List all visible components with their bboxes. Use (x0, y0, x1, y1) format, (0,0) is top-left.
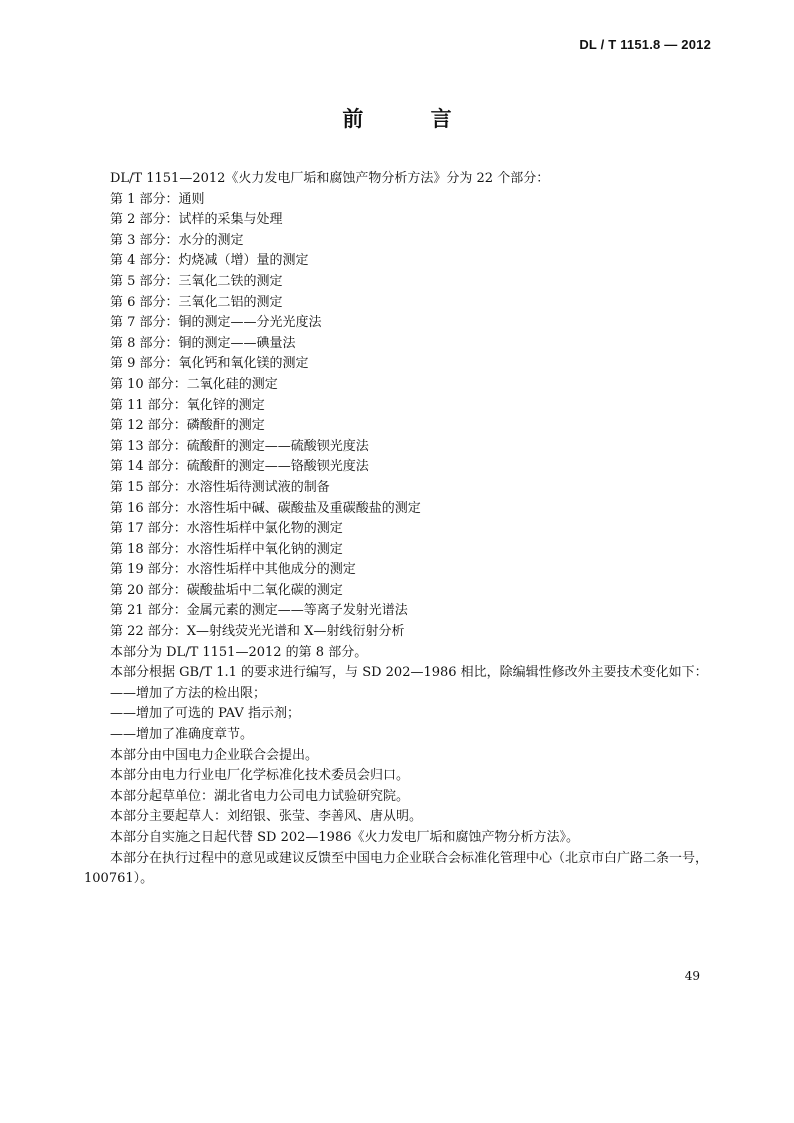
paragraph-line: 本部分为 DL/T 1151—2012 的第 8 部分。 (110, 644, 368, 660)
paragraph-line: 本部分根据 GB/T 1.1 的要求进行编写，与 SD 202—1986 相比，除编辑性修改外主要技术变化如下： (110, 665, 708, 681)
paragraph-line: 本部分自实施之日起代替 SD 202—1986《火力发电厂垢和腐蚀产物分析方法》。 (110, 830, 579, 845)
document-code-header: DL / T 1151.8 — 2012 (579, 37, 711, 52)
change-item: ——增加了可选的 PAV 指示剂； (110, 706, 300, 722)
paragraph-line: 本部分起草单位：湖北省电力公司电力试验研究院。 (110, 788, 410, 804)
part-list-item: 第 3 部分：水分的测定 (110, 232, 244, 248)
paragraph-line: 本部分由中国电力企业联合会提出。 (110, 747, 319, 763)
part-list-item: 第 6 部分：三氧化二铝的测定 (110, 294, 283, 310)
paragraph-line: 本部分由电力行业电厂化学标准化技术委员会归口。 (110, 768, 410, 784)
paragraph-line: DL/T 1151—2012《火力发电厂垢和腐蚀产物分析方法》分为 22 个部分： (110, 171, 550, 186)
part-list-item: 第 1 部分：通则 (110, 191, 205, 207)
part-list-item: 第 12 部分：磷酸酐的测定 (110, 418, 265, 434)
part-list-item: 第 17 部分：水溶性垢样中氯化物的测定 (110, 521, 343, 537)
part-list-item: 第 7 部分：铜的测定——分光光度法 (110, 315, 322, 331)
part-list-item: 第 13 部分：硫酸酐的测定——硫酸钡光度法 (110, 438, 369, 454)
part-list-item: 第 19 部分：水溶性垢样中其他成分的测定 (110, 562, 356, 578)
part-list-item: 第 22 部分：X—射线荧光光谱和 X—射线衍射分析 (110, 624, 405, 640)
part-list-item: 第 8 部分：铜的测定——碘量法 (110, 335, 296, 351)
paragraph-line: 本部分主要起草人：刘绍银、张莹、李善风、唐从明。 (110, 809, 423, 825)
page-title: 前 言 (342, 106, 482, 131)
change-item: ——增加了准确度章节。 (110, 727, 254, 743)
part-list-item: 第 16 部分：水溶性垢中碱、碳酸盐及重碳酸盐的测定 (110, 500, 421, 516)
part-list-item: 第 5 部分：三氧化二铁的测定 (110, 273, 283, 289)
part-list-item: 第 9 部分：氧化钙和氧化镁的测定 (110, 356, 309, 372)
part-list-item: 第 15 部分：水溶性垢待测试液的制备 (110, 479, 330, 495)
part-list-item: 第 14 部分：硫酸酐的测定——铬酸钡光度法 (110, 459, 369, 475)
part-list-item: 第 21 部分：金属元素的测定——等离子发射光谱法 (110, 603, 408, 619)
part-list-item: 第 18 部分：水溶性垢样中氧化钠的测定 (110, 541, 343, 557)
feedback-paragraph: 本部分在执行过程中的意见或建议反馈至中国电力企业联合会标准化管理中心（北京市白广路二条一号，100761）。 (84, 850, 709, 887)
page-number: 49 (684, 969, 700, 983)
part-list-item: 第 10 部分：二氧化硅的测定 (110, 376, 278, 392)
part-list-item: 第 2 部分：试样的采集与处理 (110, 212, 283, 228)
foreword-body (84, 169, 714, 890)
part-list-item: 第 20 部分：碳酸盐垢中二氧化碳的测定 (110, 582, 343, 598)
part-list-item: 第 4 部分：灼烧减（增）量的测定 (110, 253, 309, 269)
part-list-item: 第 11 部分：氧化锌的测定 (110, 397, 265, 413)
change-item: ——增加了方法的检出限； (110, 685, 267, 701)
